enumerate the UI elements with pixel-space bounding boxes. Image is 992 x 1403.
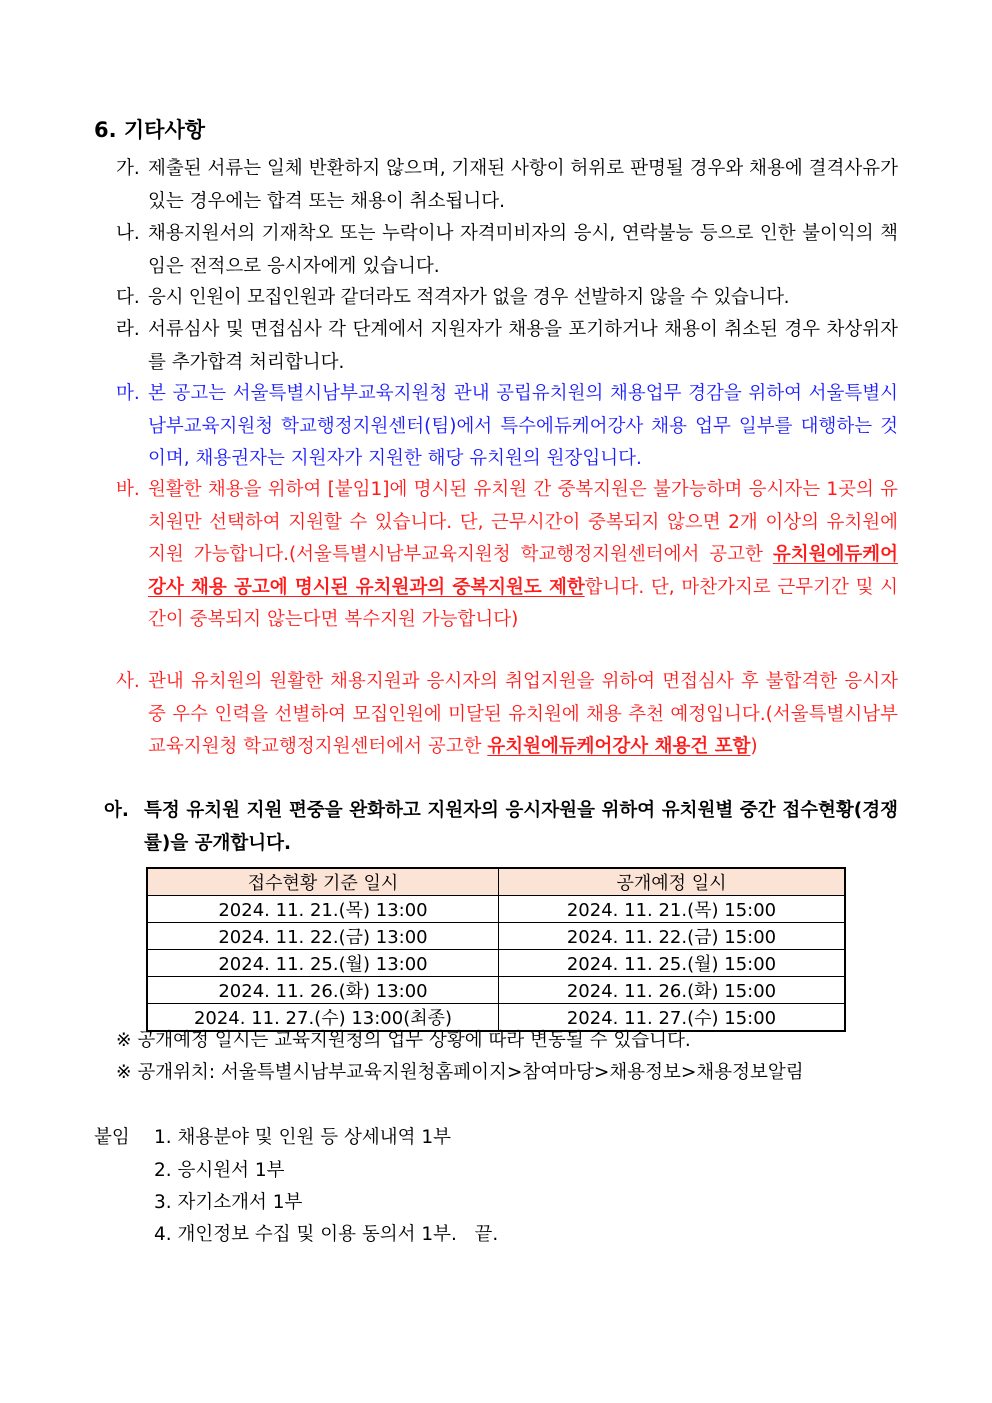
table-row: [147, 896, 845, 923]
item-text: [148, 474, 898, 637]
item-marker: 사.: [116, 671, 140, 692]
item-text: 응시 인원이 모집인원과 같더라도 적격자가 없을 경우 선발하지 않을 수 있습니다.: [148, 287, 790, 308]
item-text: 특정 유치원 지원 편중을 완화하고 지원자의 응시자원을 위하여 유치원별 중간 접수현황(경쟁률)을 공개합니다.: [144, 800, 898, 854]
item-text-part: 합니다. 단, 마찬가지로 근무기간 및 시간이 중복되지 않는다면 복수지원 가능합니다): [148, 576, 899, 630]
list-item-ba: [116, 474, 898, 637]
list-item-da: [116, 282, 898, 315]
table-cell: 2024. 11. 26.(화) 13:00: [147, 977, 499, 1004]
list-item-ma: [116, 378, 898, 476]
table-row: [147, 977, 845, 1004]
table-cell: 2024. 11. 27.(수) 13:00(최종): [147, 1004, 499, 1032]
item-text: 채용지원서의 기재착오 또는 누락이나 자격미비자의 응시, 연락불능 등으로 인한 불이익의 책임은 전적으로 응시자에게 있습니다.: [148, 223, 898, 277]
note-location: ※ 공개위치: 서울특별시남부교육지원청홈페이지>참여마당>채용정보>채용정보알림: [116, 1062, 804, 1083]
item-text: [148, 666, 898, 764]
item-text: 서류심사 및 면접심사 각 단계에서 지원자가 채용을 포기하거나 채용이 취소된 경우 차상위자를 추가합격 처리합니다.: [148, 319, 898, 373]
attachment-item: 1. 채용분야 및 인원 등 상세내역 1부: [154, 1127, 452, 1148]
item-marker: 나.: [116, 223, 140, 244]
item-text-part: 원활한 채용을 위하여 [붙임1]에 명시된 유치원 간 중복지원은 불가능하며 응시자는 1곳의 유치원만 선택하여 지원할 수 있습니다. 단, 근무시간이 중복되지 않으면 2개 이상의 유치원에 지원 가능합니다.(서울특별시남부교육지원청 학교행정지원센터에서 공고한: [148, 479, 898, 565]
list-item-sa: [116, 666, 898, 764]
attachment-item: 4. 개인정보 수집 및 이용 동의서 1부. 끝.: [154, 1224, 499, 1245]
table-cell: 2024. 11. 21.(목) 15:00: [499, 896, 846, 923]
list-item-ga: [116, 153, 898, 218]
table-cell: 2024. 11. 22.(금) 15:00: [499, 923, 846, 950]
item-marker: 라.: [116, 319, 140, 340]
table-header-row: [147, 868, 845, 896]
table-row: [147, 950, 845, 977]
table-row: [147, 923, 845, 950]
table-cell: 2024. 11. 22.(금) 13:00: [147, 923, 499, 950]
item-marker: 아.: [104, 800, 129, 821]
table-cell: 2024. 11. 25.(월) 15:00: [499, 950, 846, 977]
item-marker: 다.: [116, 287, 140, 308]
table-cell: 2024. 11. 21.(목) 13:00: [147, 896, 499, 923]
attachment-item: 3. 자기소개서 1부: [154, 1192, 303, 1213]
attachments-label: 붙임: [94, 1127, 130, 1148]
list-item-na: [116, 218, 898, 283]
item-emphasis: 유치원에듀케어강사 채용 공고에 명시된 유치원과의 중복지원도 제한: [148, 544, 898, 598]
note-schedule-change: ※ 공개예정 일시는 교육지원청의 업무 상황에 따라 변동될 수 있습니다.: [116, 1030, 691, 1051]
table-cell: 2024. 11. 25.(월) 13:00: [147, 950, 499, 977]
item-emphasis: 유치원에듀케어강사 채용건 포함: [487, 736, 751, 757]
list-item-a: [104, 795, 898, 860]
list-item-ra: [116, 314, 898, 379]
item-marker: 가.: [116, 158, 140, 179]
header-cell: 접수현황 기준 일시: [147, 868, 499, 896]
item-text: 본 공고는 서울특별시남부교육지원청 관내 공립유치원의 채용업무 경감을 위하여 서울특별시남부교육지원청 학교행정지원센터(팀)에서 특수에듀케어강사 채용 업무 일부를 대행하는 것이며, 채용권자는 지원자가 지원한 해당 유치원의 원장입니다.: [148, 383, 898, 469]
item-text-part: ): [750, 736, 758, 757]
item-marker: 바.: [116, 479, 140, 500]
table-cell: 2024. 11. 27.(수) 15:00: [499, 1004, 846, 1032]
header-cell: 공개예정 일시: [499, 868, 846, 896]
item-marker: 마.: [116, 383, 140, 404]
attachment-item: 2. 응시원서 1부: [154, 1160, 285, 1181]
item-text: 제출된 서류는 일체 반환하지 않으며, 기재된 사항이 허위로 판명될 경우와 채용에 결격사유가 있는 경우에는 합격 또는 채용이 취소됩니다.: [148, 158, 898, 212]
table-cell: 2024. 11. 26.(화) 15:00: [499, 977, 846, 1004]
section-title: 6. 기타사항: [94, 118, 206, 142]
schedule-table: [146, 867, 846, 1032]
item-text-part: 관내 유치원의 원활한 채용지원과 응시자의 취업지원을 위하여 면접심사 후 불합격한 응시자 중 우수 인력을 선별하여 모집인원에 미달된 유치원에 채용 추천 예정입니다.(서울특별시남부교육지원청 학교행정지원센터에서 공고한: [148, 671, 898, 757]
